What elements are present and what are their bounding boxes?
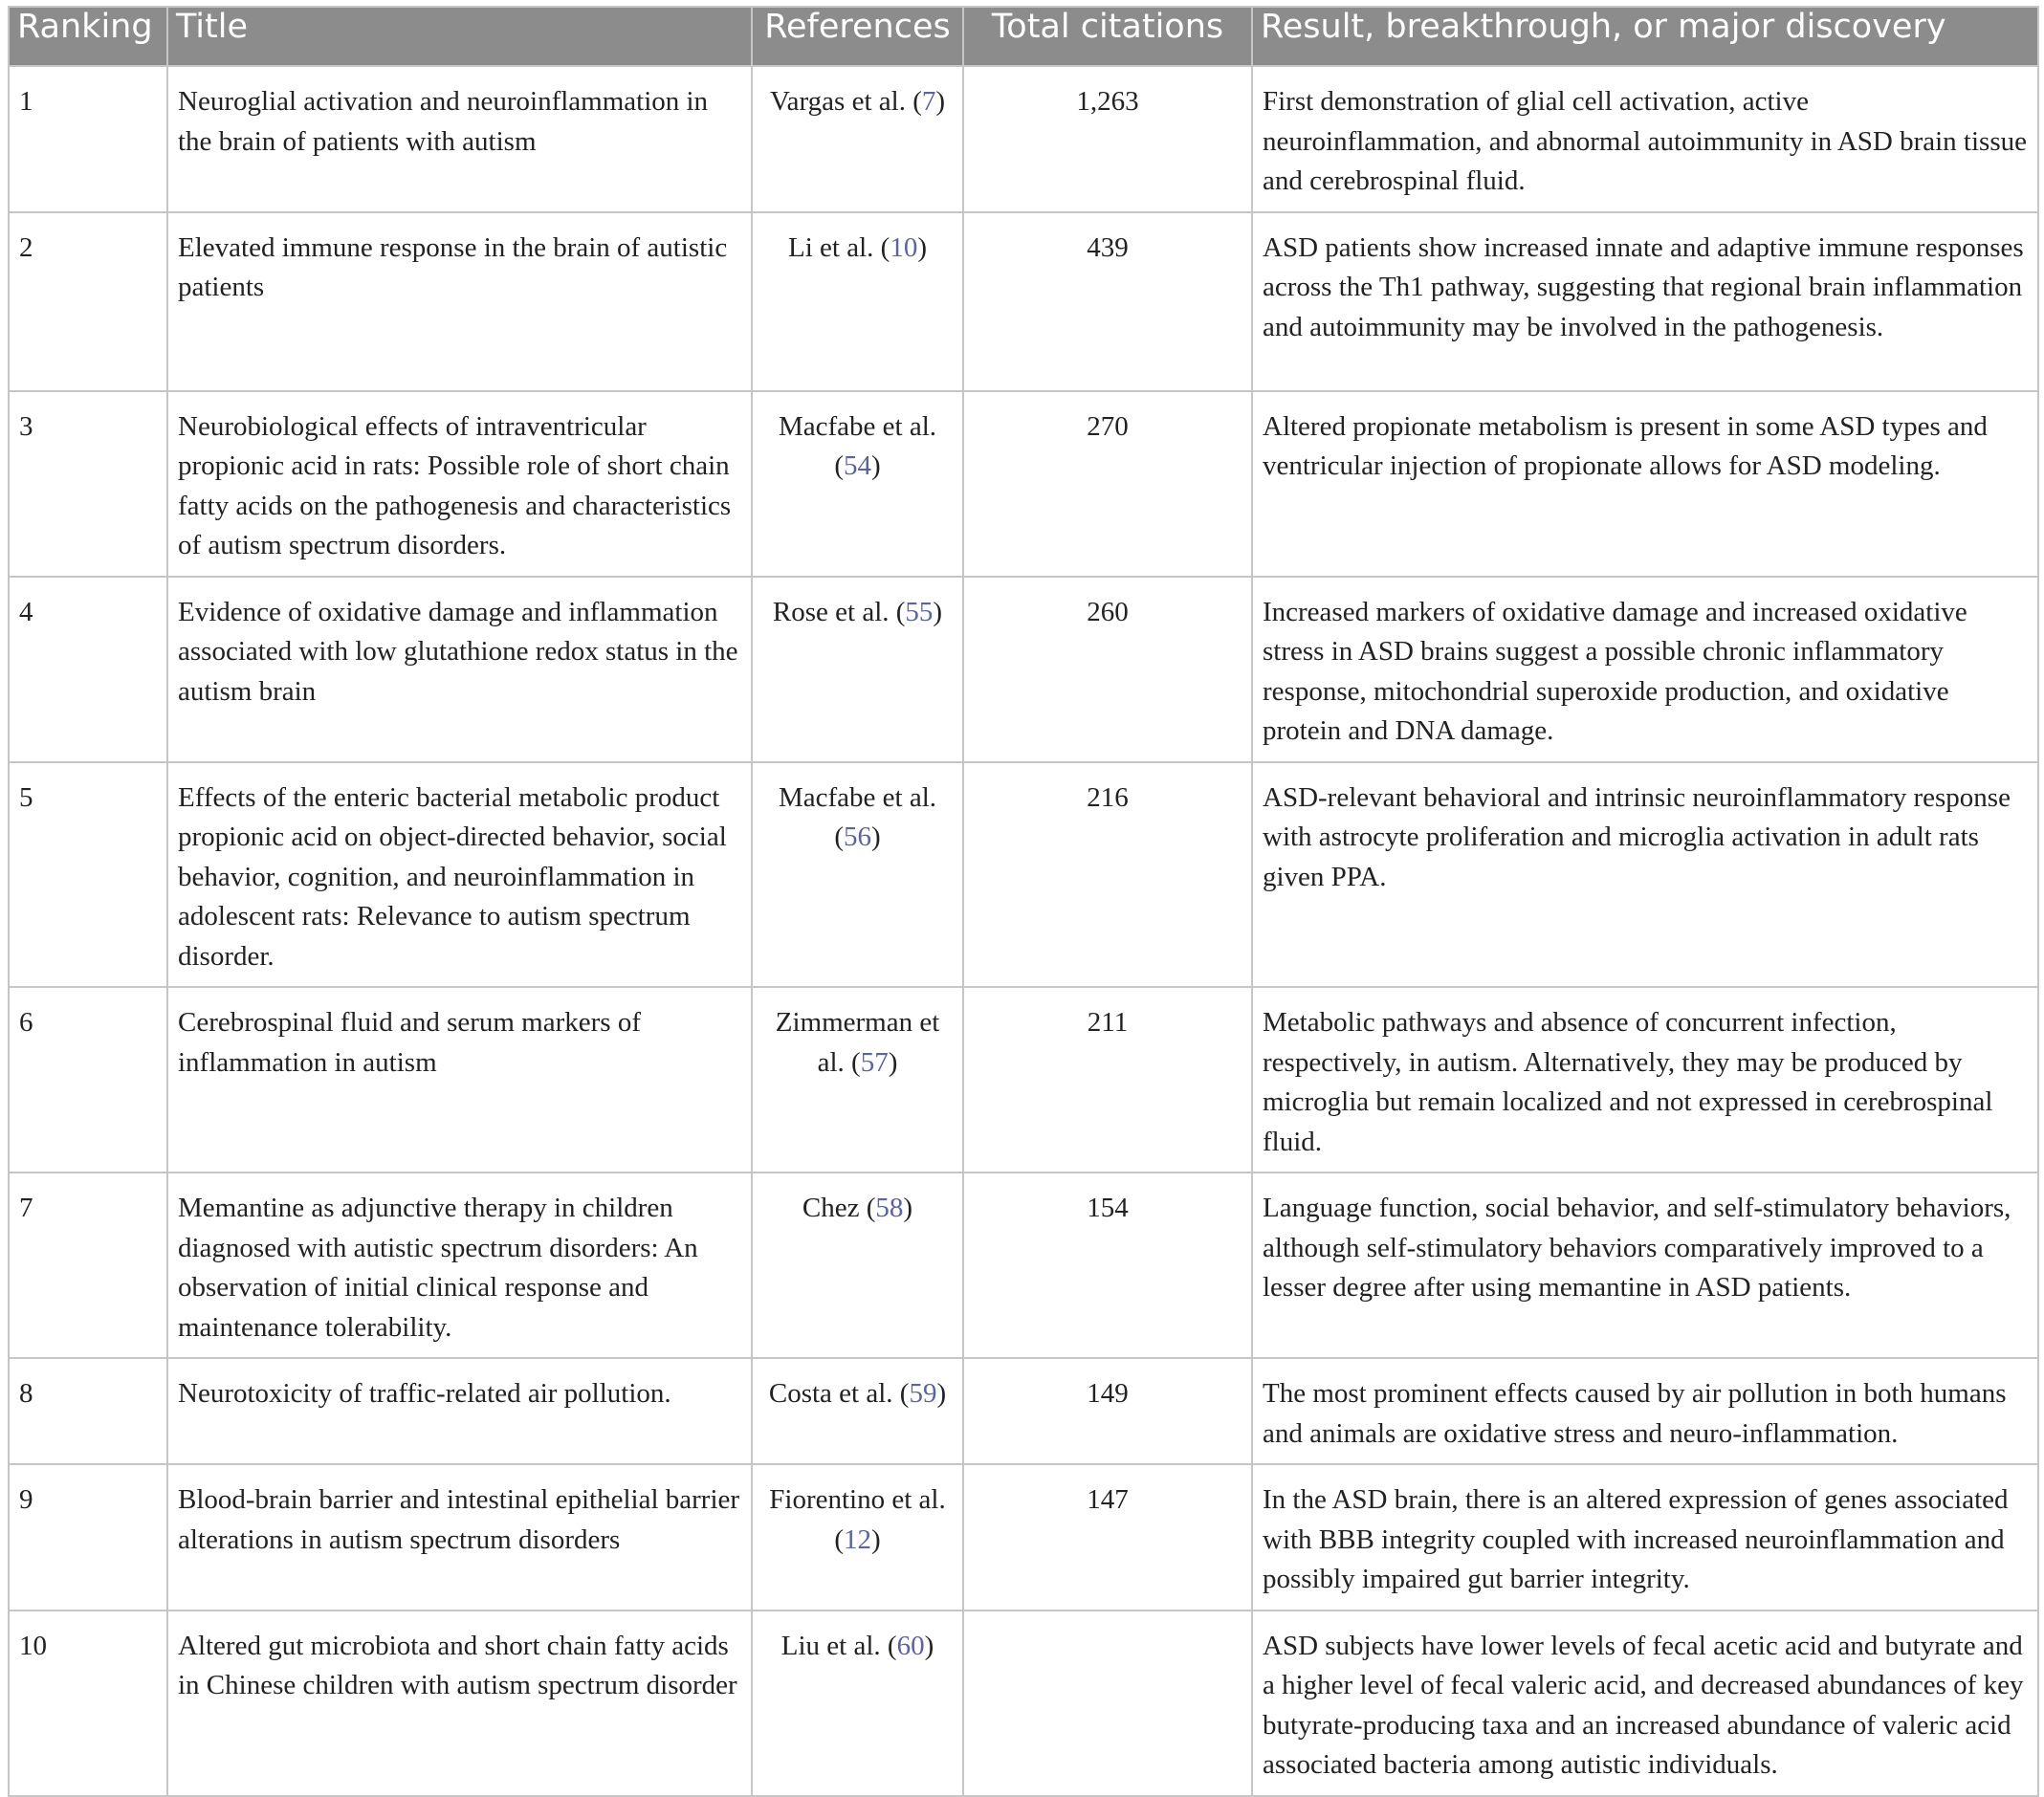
citations-cell: 260 [963, 577, 1252, 762]
result-cell: In the ASD brain, there is an altered expression of genes associated with BBB integrity coupled with increased neuroinflammation and possibly impaired gut barrier integrity. [1252, 1464, 2038, 1611]
reference-link[interactable]: 59 [909, 1378, 937, 1409]
reference-cell: Liu et al. (60) [752, 1611, 963, 1796]
table-row [9, 1464, 2038, 1611]
result-cell: Increased markers of oxidative damage and increased oxidative stress in ASD brains suggest a possible chronic inflammatory response, mitochondrial superoxide production, and oxidative protein and DNA damage. [1252, 577, 2038, 762]
top-cited-papers-table [8, 6, 2039, 1797]
citations-table-container [8, 6, 2037, 1797]
title-cell: Elevated immune response in the brain of autistic patients [167, 212, 752, 391]
table-row [9, 66, 2038, 212]
reference-link[interactable]: 56 [844, 822, 871, 852]
reference-cell: Fiorentino et al. (12) [752, 1464, 963, 1611]
result-cell: ASD-relevant behavioral and intrinsic neuroinflammatory response with astrocyte proliferation and microglia activation in adult rats given PPA. [1252, 762, 2038, 988]
reference-cell: Rose et al. (55) [752, 577, 963, 762]
result-cell: Metabolic pathways and absence of concurrent infection, respectively, in autism. Alternatively, they may be produced by microglia but remain localized and not expressed in cerebrospinal fluid. [1252, 987, 2038, 1172]
citations-cell: 147 [963, 1464, 1252, 1611]
ranking-cell: 10 [9, 1611, 167, 1796]
ranking-cell: 6 [9, 987, 167, 1172]
header-title: Title [167, 7, 752, 66]
title-cell: Neuroglial activation and neuroinflammation in the brain of patients with autism [167, 66, 752, 212]
citations-cell [963, 1611, 1252, 1796]
reference-cell: Macfabe et al. (56) [752, 762, 963, 988]
table-body [9, 66, 2038, 1796]
citations-cell: 211 [963, 987, 1252, 1172]
reference-link[interactable]: 10 [890, 231, 918, 263]
header-result: Result, breakthrough, or major discovery [1252, 7, 2038, 66]
table-row [9, 391, 2038, 577]
citations-cell: 154 [963, 1172, 1252, 1358]
citations-cell: 1,263 [963, 66, 1252, 212]
citations-cell: 270 [963, 391, 1252, 577]
reference-author: Fiorentino et al. [769, 1484, 946, 1515]
header-total-citations: Total citations [963, 7, 1252, 66]
reference-cell: Li et al. (10) [752, 212, 963, 391]
result-cell: First demonstration of glial cell activation, active neuroinflammation, and abnormal autoimmunity in ASD brain tissue and cerebrospinal fluid. [1252, 66, 2038, 212]
reference-cell: Chez (58) [752, 1172, 963, 1358]
reference-author: Rose et al. [772, 596, 890, 627]
title-cell: Memantine as adjunctive therapy in children diagnosed with autistic spectrum disorders: An observation of initial clinical response and maintenance tolerability. [167, 1172, 752, 1358]
title-cell: Evidence of oxidative damage and inflammation associated with low glutathione redox status in the autism brain [167, 577, 752, 762]
reference-cell: Vargas et al. (7) [752, 66, 963, 212]
ranking-cell: 7 [9, 1172, 167, 1358]
reference-link[interactable]: 55 [905, 596, 934, 627]
table-row [9, 1611, 2038, 1796]
reference-author: Chez [802, 1193, 860, 1223]
table-row [9, 1358, 2038, 1464]
citations-cell: 216 [963, 762, 1252, 988]
reference-link[interactable]: 60 [896, 1630, 925, 1661]
reference-author: Li et al. [788, 231, 874, 263]
table-row [9, 762, 2038, 988]
reference-cell: Costa et al. (59) [752, 1358, 963, 1464]
citations-cell: 149 [963, 1358, 1252, 1464]
ranking-cell: 5 [9, 762, 167, 988]
table-row [9, 987, 2038, 1172]
reference-author: Costa et al. [768, 1378, 893, 1409]
header-ranking: Ranking [9, 7, 167, 66]
citations-cell: 439 [963, 212, 1252, 391]
result-cell: ASD patients show increased innate and adaptive immune responses across the Th1 pathway, suggesting that regional brain inflammation and autoimmunity may be involved in the pathogenesis. [1252, 212, 2038, 391]
table-row [9, 212, 2038, 391]
title-cell: Blood-brain barrier and intestinal epithelial barrier alterations in autism spectrum disorders [167, 1464, 752, 1611]
ranking-cell: 9 [9, 1464, 167, 1611]
reference-author: Vargas et al. [769, 86, 906, 117]
table-header [9, 7, 2038, 66]
reference-link[interactable]: 12 [844, 1523, 871, 1555]
title-cell: Cerebrospinal fluid and serum markers of inflammation in autism [167, 987, 752, 1172]
result-cell: The most prominent effects caused by air pollution in both humans and animals are oxidative stress and neuro-inflammation. [1252, 1358, 2038, 1464]
reference-link[interactable]: 57 [860, 1046, 889, 1078]
result-cell: Language function, social behavior, and self-stimulatory behaviors, although self-stimulatory behaviors comparatively improved to a lesser degree after using memantine in ASD patients. [1252, 1172, 2038, 1358]
ranking-cell: 1 [9, 66, 167, 212]
result-cell: Altered propionate metabolism is present in some ASD types and ventricular injection of propionate allows for ASD modeling. [1252, 391, 2038, 577]
title-cell: Altered gut microbiota and short chain fatty acids in Chinese children with autism spectrum disorder [167, 1611, 752, 1796]
reference-author: Liu et al. [780, 1630, 881, 1661]
reference-author: Macfabe et al. [778, 410, 937, 442]
ranking-cell: 8 [9, 1358, 167, 1464]
ranking-cell: 4 [9, 577, 167, 762]
reference-cell: Zimmerman et al. (57) [752, 987, 963, 1172]
reference-cell: Macfabe et al. (54) [752, 391, 963, 577]
reference-link[interactable]: 7 [921, 86, 936, 117]
reference-link[interactable]: 58 [875, 1193, 904, 1223]
ranking-cell: 2 [9, 212, 167, 391]
table-row [9, 1172, 2038, 1358]
title-cell: Effects of the enteric bacterial metabolic product propionic acid on object-directed behavior, social behavior, cognition, and neuroinflammation in adolescent rats: Relevance to autism spectrum disorder. [167, 762, 752, 988]
reference-link[interactable]: 54 [844, 450, 871, 481]
header-references: References [752, 7, 963, 66]
header-row [9, 7, 2038, 66]
title-cell: Neurobiological effects of intraventricular propionic acid in rats: Possible role of short chain fatty acids on the pathogenesis and characteristics of autism spectrum disorders. [167, 391, 752, 577]
table-row [9, 577, 2038, 762]
reference-author: Macfabe et al. [778, 781, 937, 813]
ranking-cell: 3 [9, 391, 167, 577]
result-cell: ASD subjects have lower levels of fecal acetic acid and butyrate and a higher level of fecal valeric acid, and decreased abundances of key butyrate-producing taxa and an increased abundance of valeric acid associated bacteria among autistic individuals. [1252, 1611, 2038, 1796]
reference-author: Zimmerman et al. [775, 1007, 940, 1078]
title-cell: Neurotoxicity of traffic-related air pollution. [167, 1358, 752, 1464]
